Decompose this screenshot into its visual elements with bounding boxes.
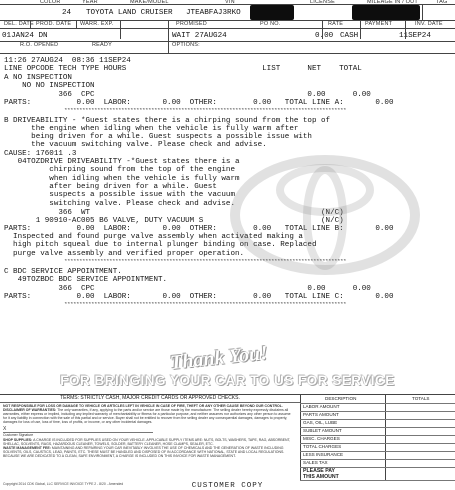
service-slogan: FOR BRINGING YOUR CAR TO US FOR SERVICE (60, 373, 395, 388)
label-make-model: MAKE/MODEL (130, 0, 169, 5)
dealer-logo-watermark (215, 150, 435, 280)
label-rate: RATE (328, 21, 344, 27)
totals-row-label: MISC. CHARGES (303, 436, 340, 441)
header-rule (360, 20, 361, 39)
header-rule (168, 20, 169, 53)
line-a-opcode: NO NO INSPECTION (4, 82, 95, 90)
line-a-title: A NO INSPECTION (4, 74, 72, 82)
header-rule (120, 20, 121, 39)
totals-col-totals: TOTALS (412, 396, 430, 401)
line-b-correction: purge valve assembly and verified proper operation. (4, 250, 245, 258)
line-c-opcode: 49TOZBDC BDC SERVICE APPOINTMENT. (4, 276, 168, 284)
separator-stars: ********************************************************************************************** (64, 108, 347, 114)
terms-disclaimer-title: DISCLAIMER OF WARRANTIES: (3, 408, 57, 413)
header-rule (422, 4, 423, 20)
label-year: YEAR (82, 0, 98, 5)
line-a-totals: PARTS: 0.00 LABOR: 0.00 OTHER: 0.00 TOTAL LINE A: 0.00 (4, 99, 394, 107)
line-b-cause: CAUSE: 176011 .3 (4, 150, 77, 158)
line-a-tech: 366 CPC 0.00 0.00 (4, 91, 371, 99)
invoice-date-value: 11SEP24 (399, 32, 431, 40)
customer-copy-label: CUSTOMER COPY (191, 482, 264, 490)
vehicle-make-model: TOYOTA LAND CRUISER (86, 9, 173, 17)
terms-text (3, 404, 295, 458)
label-prod-date: PROD. DATE (36, 21, 72, 27)
thank-you-banner: Thank You! (169, 341, 269, 375)
label-del-date: DEL. DATE (4, 21, 34, 27)
terms-heading: TERMS: STRICTLY CASH, MAJOR CREDIT CARDS OR APPROVED CHECKS. (0, 395, 300, 403)
terms-disclaimer: The only warranties, if any, applying to the parts and/or service are those made by the manufacturer. The selling dealer hereby expressly disclaims all warranties, either express or implied, including any implied warranty of merchantability or fitness for a particular purpose, and neither assumes nor authorizes any other person to assume for it any liability in connection with the sale of this partial and or service. Buyer shall not be entitled to recover from the selling dealer any consequential damages, damages to property, damages for loss of use, loss of time, loss of profits, or income, or any other incidental damages. (3, 408, 291, 425)
label-vin: VIN (225, 0, 235, 5)
ro-opened-value: 01JAN24 DN (2, 32, 48, 40)
line-c-tech: 366 CPC 0.00 0.00 (4, 285, 371, 293)
label-license: LICENSE (310, 0, 335, 5)
header-rule (0, 41, 455, 42)
line-b-totals: PARTS: 0.00 LABOR: 0.00 OTHER: 0.00 TOTAL LINE B: 0.00 (4, 225, 394, 233)
rate-value: 0.00 (315, 32, 334, 40)
totals-pay-row (300, 467, 455, 481)
this-amount-label: THIS AMOUNT (303, 474, 339, 480)
line-b-opcode-desc: after being driven for a while. Guest (4, 183, 217, 191)
vehicle-year: 24 (62, 9, 72, 17)
terms-waste-title: WASTE MANAGEMENT FEE: (3, 445, 51, 450)
label-payment: PAYMENT (365, 21, 393, 27)
please-pay-label: PLEASE PAY (303, 468, 335, 474)
line-b-complaint: B DRIVEABILITY - *Guest states there is a chirping sound from the top of (4, 117, 331, 125)
vehicle-vin: JTEABFAJ3RKO (186, 9, 241, 17)
label-options: OPTIONS: (172, 42, 200, 48)
label-warr-exp: WARR. EXP. (80, 21, 114, 27)
label-color: COLOR (40, 0, 61, 5)
line-c-title: C BDC SERVICE APPOINTMENT. (4, 268, 122, 276)
line-b-complaint: being driven for a while. Guest suspects a possible issue with (4, 133, 312, 141)
line-b-tech: 366 WT (N/C) (4, 209, 344, 217)
line-b-part: 1 90910-AC005 B6 VALVE, DUTY VACUUM S (N/C) (4, 217, 344, 225)
line-b-opcode: 04TOZDRIVE DRIVEABILITY -*Guest states there is a (4, 158, 240, 166)
copyright-footer: Copyright 2014 CDK Global, LLC SERVICE INVOICE TYPE 2 - 8/20 - Amended (3, 482, 124, 486)
line-b-correction: Inspected and found purge valve assembly when activated making a (4, 233, 303, 241)
totals-row-label: SUBLET AMOUNT (303, 428, 342, 433)
line-b-opcode-desc: when idling when the vehicle is fully warm (4, 175, 240, 183)
signature-label: Customer Signature (3, 433, 34, 438)
line-c-totals: PARTS: 0.00 LABOR: 0.00 OTHER: 0.00 TOTAL LINE C: 0.00 (4, 293, 394, 301)
terms-liability: NOT RESPONSIBLE FOR LOSS OR DAMAGE TO VEHICLE OR ARTICLES LEFT IN VEHICLE IN CASE OF FIRE, THEFT OR ANY OTHER CAUSE BEYOND OUR CONTROL. (3, 404, 283, 408)
terms-shop-supplies: A CHARGE IS INCLUDED FOR SUPPLIES USED ON YOUR VEHICLE. APPLICABLE SUPPLY ITEMS ARE: NUTS, BOLTS, WASHERS, TAPE, RAG, ABSORBENT, SHELLAC, SOLVENTS, RAGS, HAZARDOUS CLEANER, TOWELS, SOLDER, BATTERY CLEANER, HOSE CLAMPS, SEALER, ETC. (3, 437, 291, 446)
totals-row-label: GAS, OIL, LUBE (303, 420, 338, 425)
redacted-block (250, 5, 294, 20)
separator-stars: ********************************************************************************************** (64, 259, 347, 265)
terms-shop-supplies-title: SHOP SUPPLIES: (3, 437, 33, 442)
header-rule (0, 53, 455, 54)
label-tag: TAG (436, 0, 448, 5)
totals-col-description: DESCRIPTION (325, 396, 357, 401)
header-rule (405, 20, 406, 39)
header-rule (30, 20, 31, 28)
line-b-complaint: the vacuum switching valve. Please check and advise. (4, 141, 267, 149)
label-ready: READY (92, 42, 112, 48)
label-promised: PROMISED (176, 21, 207, 27)
label-ro-opened: R.O. OPENED (20, 42, 59, 48)
line-b-correction: high pitch squeal due to internal plunger binding on case. Replaced (4, 241, 317, 249)
line-b-opcode-desc: suspects a possible issue with the vacuum (4, 191, 235, 199)
ro-times: 11:26 27AUG24 08:36 11SEP24 (4, 57, 131, 65)
payment-value: CASH (340, 32, 359, 40)
separator-stars: ********************************************************************************************** (64, 302, 347, 308)
signature-mark: X (3, 426, 7, 433)
label-inv-date: INV. DATE (415, 21, 443, 27)
totals-row-label: LABOR AMOUNT (303, 404, 340, 409)
line-b-opcode-desc: chirping sound from the top of the engine (4, 166, 235, 174)
header-rule (322, 20, 323, 39)
totals-row-label: LESS INSURANCE (303, 452, 344, 457)
totals-row-label: TOTAL CHARGES (303, 444, 342, 449)
label-mileage: MILEAGE IN / OUT (367, 0, 418, 5)
promised-value: WAIT 27AUG24 (172, 32, 227, 40)
redacted-block (352, 5, 420, 20)
totals-row-label: SALES TAX (303, 460, 328, 465)
label-po-no: PO NO. (260, 21, 281, 27)
header-rule (76, 20, 77, 28)
totals-row-label: PARTS AMOUNT (303, 412, 339, 417)
header-rule (0, 28, 455, 29)
line-b-complaint: the engine when idling when the vehicle is fully warm after (4, 125, 299, 133)
column-headers: LINE OPCODE TECH TYPE HOURS LIST NET TOTAL (4, 65, 362, 73)
line-b-opcode-desc: switching valve. Please check and advise. (4, 200, 235, 208)
terms-waste: MAINTAINING AND REPAIRING YOUR CAR INEVITABLY INVOLVES THE USE OF CHEMICALS AND THE GENERATION OF WASTE INCLUDING SOLVENTS, OILS, CAUSTICS, LEAD, PAINTS, ETC. THESE MUST BE HANDLED AND DISPOSED OF IN ACCORDANCE WITH NATIONAL, STATE AND LOCAL REGULATIONS. BECAUSE WE ARE DEDICATED TO A CLEAN, SAFE ENVIRONMENT, A CHARGE IS INCLUDED ON THIS INVOICE FOR WASTE MANAGEMENT. (3, 445, 285, 458)
